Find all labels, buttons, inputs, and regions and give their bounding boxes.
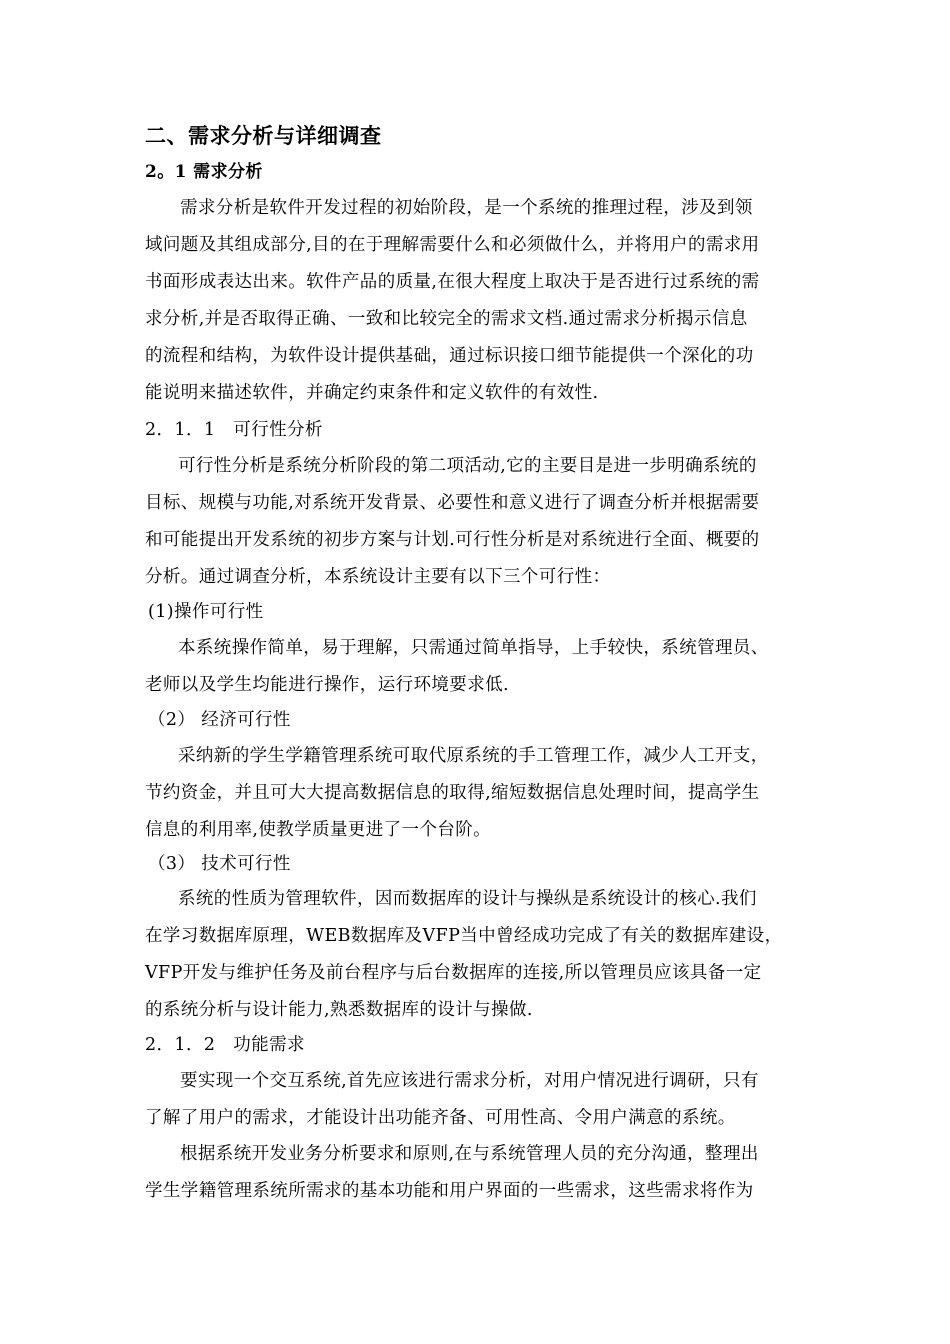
paragraph-line: 系统的性质为管理软件，因而数据库的设计与操纵是系统设计的核心.我们 bbox=[178, 889, 757, 909]
paragraph-line: 信息的利用率,使教学质量更进了一个台阶。 bbox=[145, 820, 492, 840]
paragraph-line: 可行性分析是系统分析阶段的第二项活动,它的主要目是进一步明确系统的 bbox=[178, 456, 757, 476]
paragraph-line: 老师以及学生均能进行操作，运行环境要求低. bbox=[145, 675, 509, 695]
chapter-heading: 二、需求分析与详细调查 bbox=[145, 123, 382, 148]
paragraph-line: 本系统操作简单，易于理解，只需通过简单指导，上手较快，系统管理员、 bbox=[178, 638, 769, 658]
paragraph-line: 和可能提出开发系统的初步方案与计划.可行性分析是对系统进行全面、概要的 bbox=[145, 530, 760, 550]
paragraph-line: 域问题及其组成部分,目的在于理解需要什么和必须做什么，并将用户的需求用 bbox=[145, 235, 760, 255]
paragraph-line: 的流程和结构，为软件设计提供基础，通过标识接口细节能提供一个深化的功 bbox=[145, 346, 754, 366]
paragraph-line: 要实现一个交互系统,首先应该进行需求分析，对用户情况进行调研，只有 bbox=[180, 1071, 759, 1091]
paragraph-line: 需求分析是软件开发过程的初始阶段，是一个系统的推理过程，涉及到领 bbox=[180, 198, 753, 218]
paragraph-line: 在学习数据库原理，WEB数据库及VFP当中曾经成功完成了有关的数据库建设， bbox=[145, 926, 783, 946]
paragraph-line: 的系统分析与设计能力,熟悉数据库的设计与操做. bbox=[145, 1000, 533, 1020]
paragraph-line: VFP开发与维护任务及前台程序与后台数据库的连接,所以管理员应该具备一定 bbox=[145, 963, 762, 983]
paragraph-line: 了解了用户的需求，才能设计出功能齐备、可用性高、令用户满意的系统。 bbox=[145, 1108, 736, 1128]
paragraph-line: 能说明来描述软件，并确定约束条件和定义软件的有效性. bbox=[145, 383, 599, 403]
paragraph-line: 书面形成表达出来。软件产品的质量,在很大程度上取决于是否进行过系统的需 bbox=[145, 272, 760, 292]
item-2-title: （2） 经济可行性 bbox=[148, 710, 291, 730]
paragraph-line: 分析。通过调查分析，本系统设计主要有以下三个可行性： bbox=[145, 567, 611, 587]
paragraph-line: 求分析,并是否取得正确、一致和比较完全的需求文档.通过需求分析揭示信息 bbox=[145, 309, 748, 329]
section-2-1-1-title: 2．1．1 可行性分析 bbox=[145, 420, 323, 440]
section-2-1-2-title: 2．1．2 功能需求 bbox=[145, 1035, 305, 1055]
paragraph-line: 节约资金，并且可大大提高数据信息的取得,缩短数据信息处理时间，提高学生 bbox=[145, 783, 760, 803]
paragraph-line: 目标、规模与功能,对系统开发背景、必要性和意义进行了调查分析并根据需要 bbox=[145, 493, 760, 513]
item-1-title: (1)操作可行性 bbox=[148, 602, 264, 622]
item-3-title: （3） 技术可行性 bbox=[148, 854, 291, 874]
section-2-1-title: 2。1 需求分析 bbox=[145, 162, 263, 182]
paragraph-line: 采纳新的学生学籍管理系统可取代原系统的手工管理工作，减少人工开支， bbox=[178, 746, 769, 766]
paragraph-line: 根据系统开发业务分析要求和原则,在与系统管理人员的充分沟通，整理出 bbox=[180, 1144, 759, 1164]
paragraph-line: 学生学籍管理系统所需求的基本功能和用户界面的一些需求，这些需求将作为 bbox=[145, 1181, 754, 1201]
